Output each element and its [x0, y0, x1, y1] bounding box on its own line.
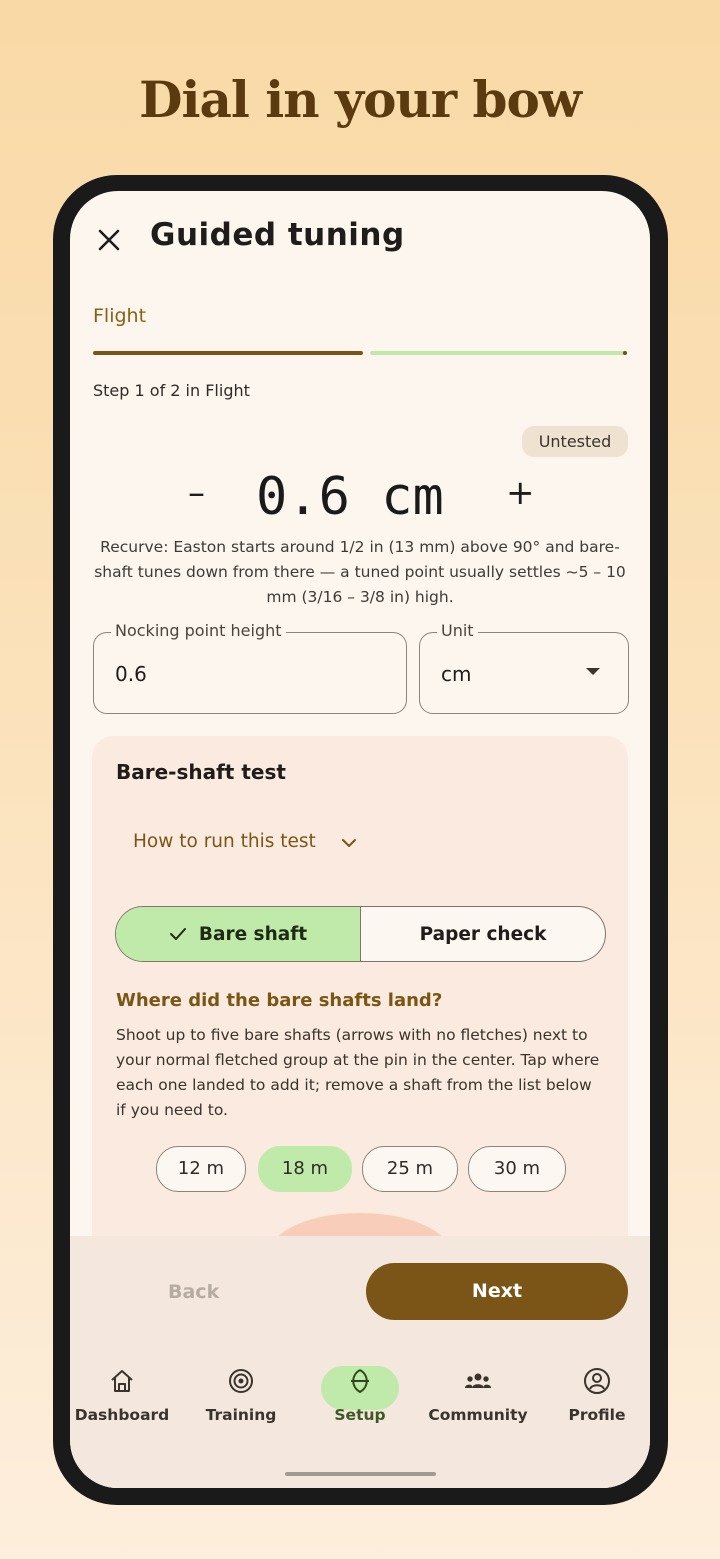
promo-headline: Dial in your bow: [139, 70, 581, 129]
nav-training-label: Training: [205, 1406, 277, 1424]
nocking-value-display: 0.6 cm: [256, 467, 444, 527]
app-screen: [70, 191, 650, 1488]
nav-dashboard[interactable]: [70, 1366, 180, 1424]
nav-dashboard-label: Dashboard: [74, 1406, 170, 1424]
segment-bare-shaft[interactable]: [116, 907, 361, 961]
bow-icon: [345, 1366, 375, 1396]
segment-paper-check-label: Paper check: [419, 923, 547, 945]
home-icon: [107, 1366, 137, 1396]
nocking-height-value[interactable]: 0.6: [115, 662, 147, 686]
check-icon: [169, 927, 187, 941]
next-button[interactable]: Next: [366, 1263, 628, 1320]
page-title: Guided tuning: [150, 217, 405, 253]
step-indicator: Step 1 of 2 in Flight: [93, 381, 250, 400]
distance-chip-25m[interactable]: 25 m: [362, 1146, 458, 1192]
status-badge: Untested: [522, 426, 628, 457]
progress-segment-next: [370, 351, 627, 355]
tuning-description: Recurve: Easton starts around 1/2 in (13 mm) above 90° and bare-shaft tunes down from there — a tuned point usually settles ~5 – 10 mm (3/16 – 3/8 in) high.: [94, 538, 626, 606]
nav-community[interactable]: [420, 1366, 536, 1424]
test-instructions: Shoot up to five bare shafts (arrows with no fletches) next to your normal fletched group at the pin in the center. Tap where each one landed to add it; remove a shaft from the list below if you need to.: [116, 1026, 600, 1119]
decrement-button[interactable]: –: [188, 473, 205, 513]
tab-flight[interactable]: Flight: [93, 305, 147, 327]
nav-training[interactable]: [183, 1366, 299, 1424]
distance-chip-30m[interactable]: 30 m: [468, 1146, 566, 1192]
home-indicator[interactable]: [285, 1472, 436, 1476]
howto-toggle[interactable]: How to run this test: [133, 831, 316, 852]
nav-profile[interactable]: [539, 1366, 650, 1424]
nav-setup[interactable]: [302, 1366, 418, 1424]
increment-button[interactable]: +: [506, 473, 535, 513]
test-mode-segmented: [115, 906, 606, 962]
nav-profile-label: Profile: [568, 1406, 626, 1424]
segment-bare-shaft-label: Bare shaft: [198, 923, 308, 945]
unit-label: Unit: [437, 621, 478, 640]
nav-community-label: Community: [428, 1406, 528, 1424]
profile-icon: [582, 1366, 612, 1396]
landing-question: Where did the bare shafts land?: [116, 990, 443, 1011]
target-icon: [226, 1366, 256, 1396]
group-icon: [463, 1366, 493, 1396]
segment-paper-check[interactable]: [361, 907, 605, 961]
card-title: Bare-shaft test: [116, 760, 286, 784]
unit-value[interactable]: cm: [441, 662, 472, 686]
progress-end-dot: [623, 351, 627, 355]
dropdown-caret-icon[interactable]: [586, 668, 600, 675]
close-icon[interactable]: [96, 227, 122, 253]
distance-chip-18m[interactable]: 18 m: [258, 1146, 352, 1192]
chevron-down-icon[interactable]: [341, 838, 357, 848]
distance-chip-12m[interactable]: 12 m: [156, 1146, 246, 1192]
nocking-height-label: Nocking point height: [111, 621, 286, 640]
progress-segment-flight: [93, 351, 363, 355]
back-button[interactable]: Back: [168, 1281, 220, 1303]
nav-setup-label: Setup: [334, 1406, 386, 1424]
